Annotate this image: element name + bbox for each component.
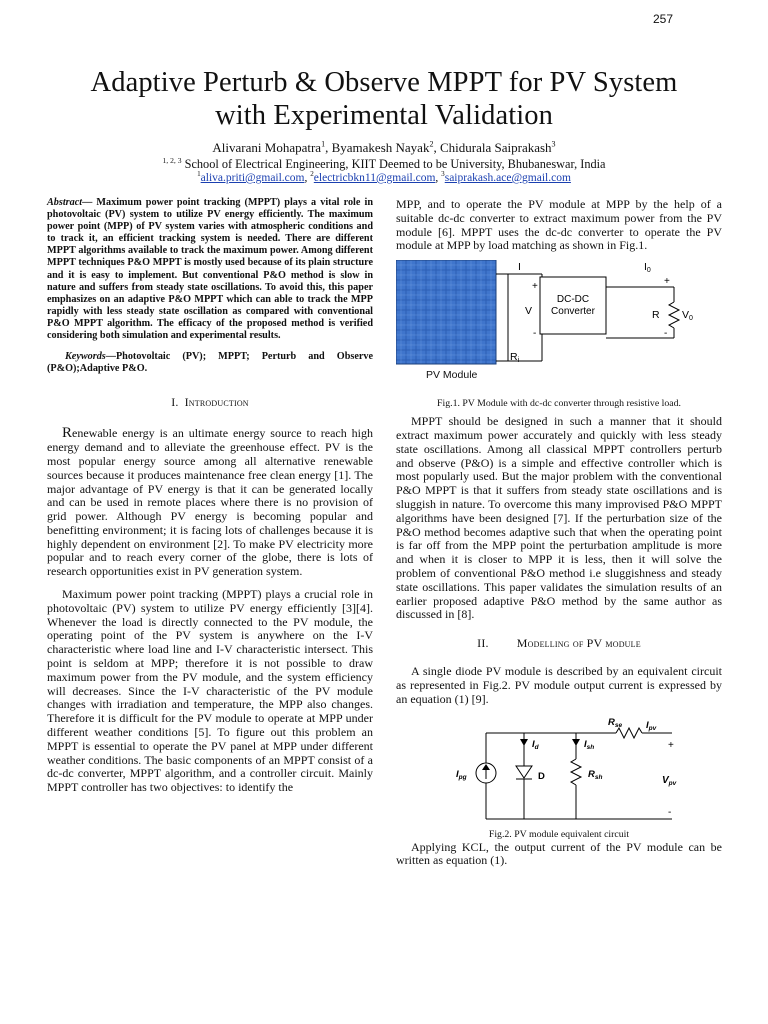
- author-sup: 3: [551, 139, 556, 149]
- fig2-plus: +: [668, 739, 674, 751]
- fig1-current-I: I: [518, 261, 521, 274]
- right-paragraph-3: A single diode PV module is described by an equivalent circuit as represented in Fig.2. PV module output current is expressed by an equation (1) [9].: [396, 664, 722, 706]
- fig1-voltage-V: V: [525, 305, 533, 318]
- fig2-Id: $I_d$: [532, 738, 539, 751]
- figure-1: [396, 260, 722, 384]
- author-name: Chidurala Saiprakash: [439, 140, 552, 155]
- affiliation: [0, 157, 768, 172]
- title-line-1: Adaptive Perturb & Observe MPPT for PV System: [90, 67, 678, 98]
- section-number: I.: [171, 395, 179, 410]
- keywords-text: —Photovoltaic (PV); MPPT; Perturb and Observe (P&O);Adaptive P&O.: [47, 351, 373, 375]
- fig2-minus: -: [668, 806, 672, 818]
- fig1-Ri: Ri: [510, 351, 520, 365]
- right-paragraph-2: MPPT should be designed in such a manner that it should extract maximum power accurately and quickly with less steady state oscillations. Among all classical MPPT controllers perturb and observe (P&O) is a simple and effective controller which is most popularly used. But the major problem with the conventional P&O MPPT is that it suffers from steady state oscillations and is sluggish in nature. To overcome this many improvised P&O MPPT algorithms have been designed [7]. If the perturbation size of the P&O method becomes adaptive such that when the operating point is far off from the MPP point the perturbation amplitude is more and when it is closer to MPP it is less, then it will solve the problem of conventional P&O method i.e sluggishness and steady state oscillations. This paper validates the simulation results of an earlier proposed adaptive P&O method by the same author as discussed in [8].: [396, 414, 722, 622]
- right-paragraph-1: MPP, and to operate the PV module at MPP by the help of a suitable dc-dc converter to extract maximum power from the PV module [6]. MPPT uses the dc-dc converter to operate the PV module at MPP by load matching as shown in Fig.1.: [396, 197, 722, 253]
- figure-2: [396, 715, 722, 827]
- paper-title: [20, 66, 748, 132]
- fig1-plus-out: +: [664, 276, 670, 288]
- section-title: Introduction: [184, 395, 249, 410]
- email-link[interactable]: aliva.priti@gmail.com: [200, 172, 305, 184]
- page-number: 257: [652, 12, 673, 26]
- abstract: [47, 197, 373, 342]
- section-heading: [47, 395, 373, 410]
- email-list: $^1$aliva.priti@gmail.com, $^2$electricbkn11@gmail.com, $^3$saiprakash.ace@gmail.com: [197, 170, 571, 184]
- paragraph-text: enewable energy is an ultimate energy source to reach high energy demand and to alleviate the greenhouse effect. PV is the most popular energy source among all alternative renewable sources because it produces maintenance free clean energy [1]. The major advantage of PV energy is that it can be generated locally and can be used in remote places where there is no provision of grid power. Although PV energy is becoming popular and benefitting environment; it is facing lots of challenges because it is highly dependent on environment [2]. To make PV electricity more popular and to reach every corner of the globe, there is lots of research opportunities exist in PV generation system.: [47, 426, 373, 579]
- series-resistor: [616, 728, 642, 738]
- fig2-diagram: [396, 715, 722, 827]
- author-name: Byamakesh Nayak: [331, 140, 430, 155]
- fig2-Rsh: $R_{sh}$: [588, 768, 603, 781]
- section-number: II.: [477, 636, 489, 651]
- fig2-Vpv: $V_{pv}$: [662, 774, 677, 787]
- shunt-resistor: [571, 759, 581, 785]
- fig1-diagram: [396, 260, 722, 384]
- email-sup: 3: [441, 170, 445, 179]
- fig1-plus: +: [532, 281, 538, 293]
- email-sup: 2: [310, 170, 314, 179]
- intro-paragraph-1: [47, 427, 373, 579]
- pv-panel: [396, 260, 496, 364]
- title-line-2: with Experimental Validation: [215, 100, 553, 131]
- right-paragraph-4: Applying KCL, the output current of the PV module can be written as equation (1).: [396, 839, 722, 868]
- fig2-Ipg: $I_{pg}$: [456, 768, 467, 781]
- affiliation-sup: 1, 2, 3: [162, 155, 182, 165]
- keywords-label: Keywords: [65, 351, 106, 363]
- fig2-caption: Fig.2. PV module equivalent circuit: [488, 828, 630, 840]
- converter-label-1: DC-DC: [556, 294, 590, 306]
- affiliation-text: School of Electrical Engineering, KIIT Deemed to be University, Bhubaneswar, India: [184, 157, 606, 171]
- email-link[interactable]: saiprakash.ace@gmail.com: [444, 172, 571, 184]
- pv-panel-label: PV Module: [426, 369, 478, 382]
- right-column: [396, 198, 722, 868]
- fig2-D: D: [538, 770, 545, 782]
- fig1-V0: V0: [682, 309, 693, 323]
- left-column: [47, 197, 373, 795]
- intro-paragraph-2: Maximum power point tracking (MPPT) plays a crucial role in photovoltaic (PV) system to utilize PV energy efficiently [3][4]. Whenever the load is directly connected to the PV module, the operating point of the PV system is anywhere on the I-V characteristic where load line and I-V characteristic intersect. This point is seldom at MPP; therefore it is not possible to draw maximum power from the PV module, and the system efficiency will decreases. Since the I-V characteristic of the PV module changes with irradiation and temperature, the MPP also changes. Therefore it is difficult for the PV module to operate at MPP under different weather conditions [5]. To figure out this problem an MPPT is essential to operate the PV panel at MPP under different weather conditions. The basic components of an MPPT consist of a dc-dc converter, MPPT algorithm, and a controller circuit. Mainly MPPT controller has two objectives: to identify the: [47, 587, 373, 795]
- fig1-minus-out: -: [664, 328, 668, 340]
- email-link[interactable]: electricbkn11@gmail.com: [313, 172, 436, 184]
- section-title: Modelling of PV module: [516, 636, 641, 651]
- section-heading: [396, 636, 722, 651]
- converter-label-2: Converter: [551, 306, 595, 318]
- fig2-Rse: $R_{se}$: [608, 716, 623, 729]
- author-sup: 2: [429, 139, 434, 149]
- load-resistor: [669, 302, 679, 328]
- fig2-Ipv: $I_{pv}$: [646, 719, 657, 732]
- abstract-text: — Maximum power point tracking (MPPT) plays a vital role in photovoltaic (PV) system to utilize PV energy efficiently. The maximum power point (MPP) of PV system varies with atmospheric conditions and to track it, an efficient tracking system is needed. There are different MPPT algorithms available to track the maximum power. Among different MPPT techniques P&O MPPT is mostly used because of its plain structure and it is easy to implement. But conventional P&O method is slow in nature and suffers from steady state oscillations. To avoid this, this paper emphasizes on an adaptive P&O MPPT which can able to track the MPP rapidly with less steady state oscillation as compared with conventional P&O MPPT algorithm. The efficacy of the proposed method is verified considering both simulation and experimental results.: [47, 197, 373, 342]
- diode: [516, 766, 532, 778]
- email-sup: 1: [197, 170, 201, 179]
- drop-cap: R: [62, 425, 73, 442]
- fig2-Ish: $I_{sh}$: [584, 738, 595, 751]
- fig1-I0: I0: [644, 261, 651, 275]
- fig1-minus: -: [533, 328, 537, 340]
- fig1-R: R: [652, 309, 660, 322]
- author-sup: 1: [321, 139, 326, 149]
- author-name: Alivarani Mohapatra: [212, 140, 322, 155]
- author-list: Alivarani Mohapatra$^1$, Byamakesh Nayak$^2$, Chidurala Saiprakash$^3$: [212, 139, 556, 155]
- abstract-label: Abstract: [47, 197, 83, 208]
- keywords: [47, 351, 373, 375]
- fig1-caption: Fig.1. PV Module with dc-dc converter through resistive load.: [437, 398, 681, 410]
